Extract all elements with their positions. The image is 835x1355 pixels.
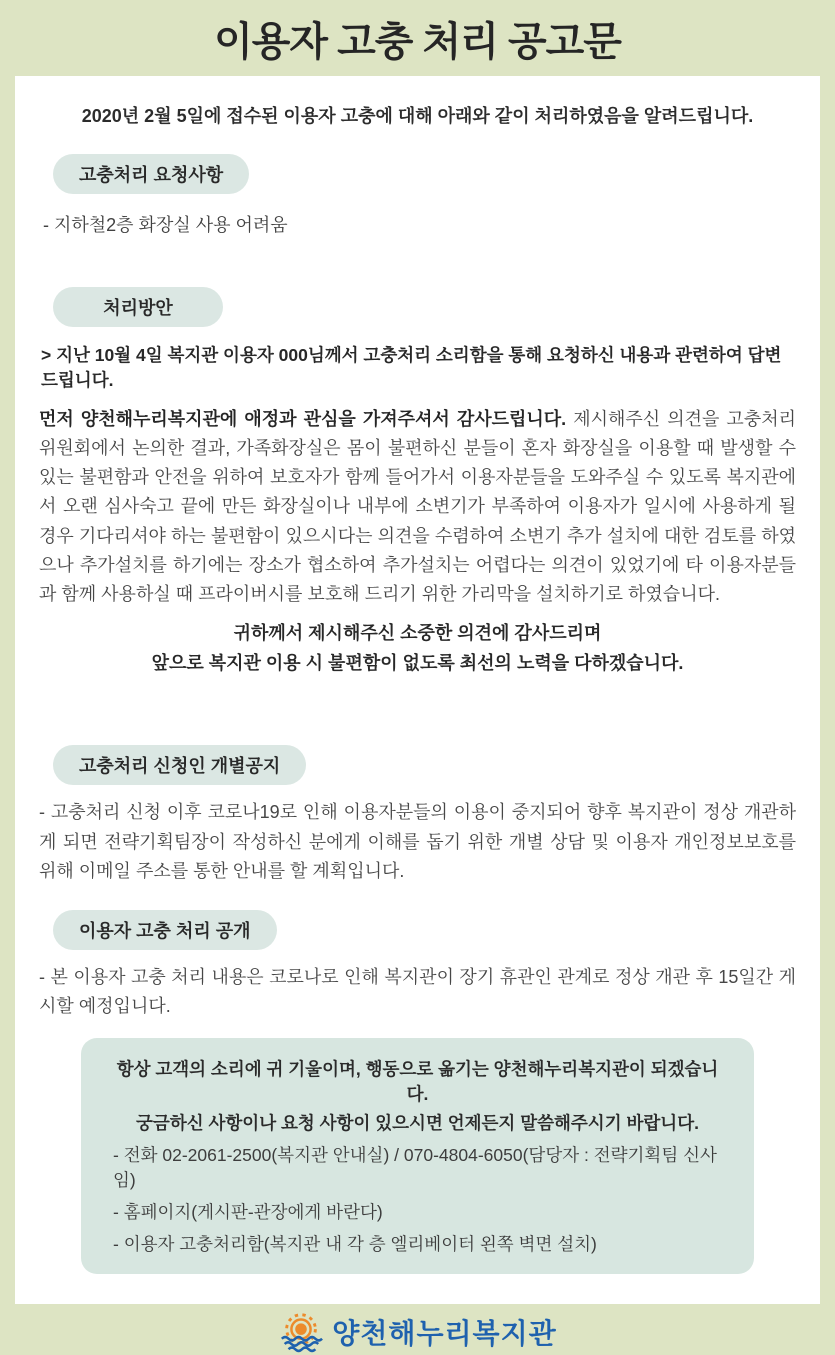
contact-head-line-1: 항상 고객의 소리에 귀 기울이며, 행동으로 옮기는 양천해누리복지관이 되겠습니다.	[116, 1059, 719, 1105]
disclosure-text: - 본 이용자 고충 처리 내용은 코로나로 인해 복지관이 장기 휴관인 관계로 정상 개관 후 15일간 게시할 예정입니다.	[39, 966, 796, 1017]
notice-page	[0, 10, 835, 1350]
closing-line-1: 귀하께서 제시해주신 소중한 의견에 감사드리며	[233, 623, 602, 644]
section-badge-request: 고충처리 요청사항	[53, 154, 249, 194]
plan-body-bold-sentence: 먼저 양천해누리복지관에 애정과 관심을 가져주셔서 감사드립니다.	[39, 409, 567, 429]
notice-card	[15, 76, 820, 1304]
org-logo	[0, 1309, 835, 1355]
sun-over-waves-icon	[278, 1309, 324, 1355]
plan-body-rest: 제시해주신 의견을 고충처리위원회에서 논의한 결과, 가족화장실은 몸이 불편하신 분들이 혼자 화장실을 이용할 때 발생할 수 있는 불편함과 안전을 위하여 보호자가 함께 들어가서 이용자분들을 도와주실 수 있도록 복지관에서 오랜 심사숙고 끝에 만든 화장실이나 내부에 소변기가 부족하여 이용자가 일시에 사용하게 될 경우 기다리셔야 하는 불편함이 있으시다는 의견을 수렴하여 소변기 추가 설치에 대한 검토를 하였으나 추가설치를 하기에는 장소가 협소하여 추가설치는 어렵다는 의견이 있었기에 타 이용자분들과 함께 사용하실 때 프라이버시를 보호해 드리기 위한 가리막을 설치하기로 하였습니다.	[39, 409, 796, 604]
contact-head-line-2: 궁금하신 사항이나 요청 사항이 있으시면 언제든지 말씀해주시기 바랍니다.	[136, 1113, 699, 1134]
individual-notice-text: - 고충처리 신청 이후 코로나19로 인해 이용자분들의 이용이 중지되어 향후 복지관이 정상 개관하게 되면 전략기획팀장이 작성하신 분에게 이해를 돕기 위한 개별 상담 및 이용자 개인정보보호를 위해 이메일 주소를 통한 안내를 할 계획입니다.	[39, 802, 796, 881]
section-badge-disclosure: 이용자 고충 처리 공개	[53, 910, 277, 950]
org-logo-text: 양천해누리복지관	[332, 1318, 557, 1350]
contact-item-homepage: - 홈페이지(게시판-관장에게 바란다)	[113, 1202, 383, 1223]
contact-item-suggestion-box: - 이용자 고충처리함(복지관 내 각 층 엘리베이터 왼쪽 벽면 설치)	[113, 1234, 597, 1255]
section-badge-individual-notice: 고충처리 신청인 개별공지	[53, 745, 306, 785]
plan-body-paragraph	[39, 405, 796, 609]
closing-line-2: 앞으로 복지관 이용 시 불편함이 없도록 최선의 노력을 다하겠습니다.	[151, 653, 684, 674]
contact-box	[81, 1038, 754, 1274]
intro-text: 2020년 2월 5일에 접수된 이용자 고충에 대해 아래와 같이 처리하였음을 알려드립니다.	[81, 106, 754, 126]
request-item-text: - 지하철2층 화장실 사용 어려움	[43, 215, 288, 235]
contact-item-phone: - 전화 02-2061-2500(복지관 안내실) / 070-4804-6050(담당자 : 전략기획팀 신사임)	[113, 1145, 717, 1191]
section-badge-plan: 처리방안	[53, 287, 223, 327]
page-title: 이용자 고충 처리 공고문	[214, 20, 621, 64]
plan-reply-intro: > 지난 10월 4일 복지관 이용자 000님께서 고충처리 소리함을 통해 요청하신 내용과 관련하여 답변드립니다.	[41, 345, 782, 390]
